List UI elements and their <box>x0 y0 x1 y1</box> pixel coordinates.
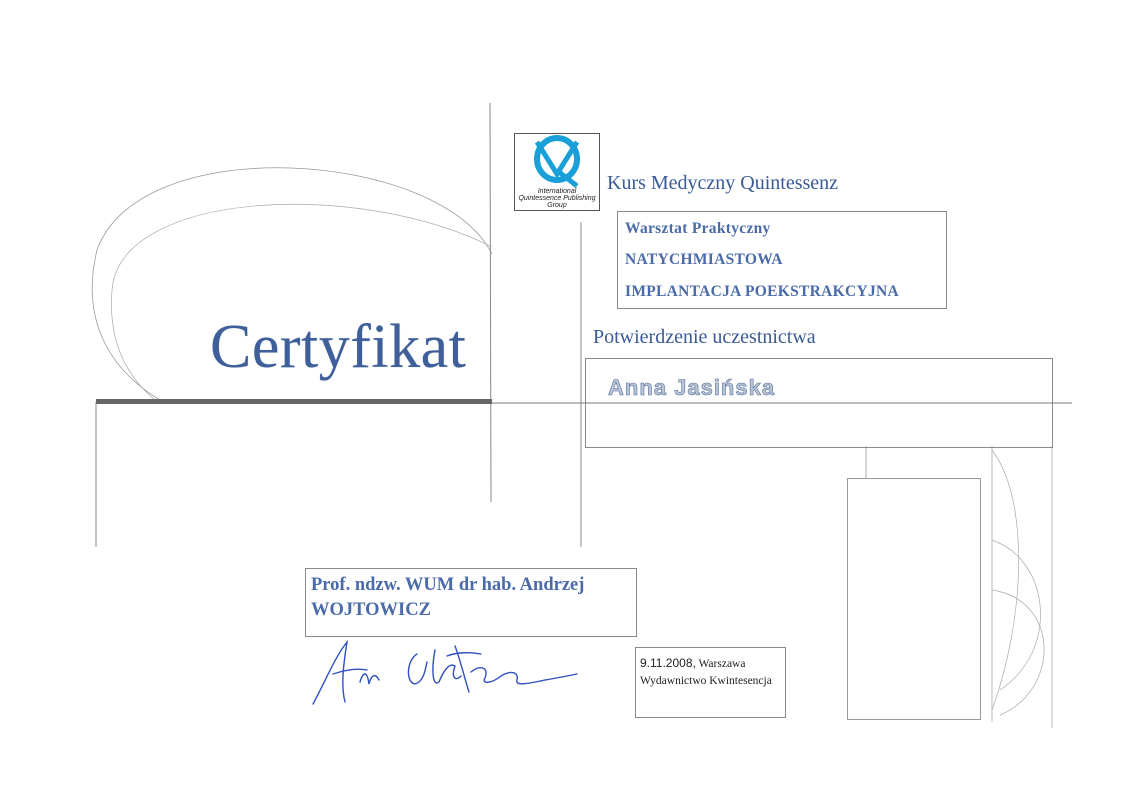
course-name: Kurs Medyczny Quintessenz <box>607 172 839 194</box>
publisher-name: Wydawnictwo Kwintesencja <box>640 675 772 687</box>
logo-text-line2: Quintessence Publishing <box>518 195 596 202</box>
signature <box>305 632 585 712</box>
workshop-heading: Warsztat Praktyczny <box>625 220 771 237</box>
confirmation-label: Potwierdzenie uczestnictwa <box>593 326 816 348</box>
decorative-panel <box>847 478 981 720</box>
date-place-box <box>635 647 786 718</box>
workshop-box <box>617 211 947 309</box>
issuer-line2: WOJTOWICZ <box>311 600 431 620</box>
workshop-title-line2: IMPLANTACJA POEKSTRAKCYJNA <box>625 283 900 300</box>
quintessence-logo <box>514 133 600 211</box>
issuer-box <box>305 568 637 637</box>
logo-text-line3: Group <box>547 202 567 209</box>
issue-date: 9.11.2008, <box>640 656 696 670</box>
participant-name: Anna Jasińska <box>608 375 776 400</box>
workshop-title-line1: NATYCHMIASTOWA <box>625 251 783 268</box>
participant-box <box>585 358 1053 448</box>
issue-city: Warszawa <box>698 658 746 670</box>
logo-text-line1: International <box>537 188 577 195</box>
certificate-title: Certyfikat <box>210 313 467 381</box>
quintessence-logo-icon <box>515 134 599 190</box>
issuer-line1: Prof. ndzw. WUM dr hab. Andrzej <box>311 575 585 595</box>
